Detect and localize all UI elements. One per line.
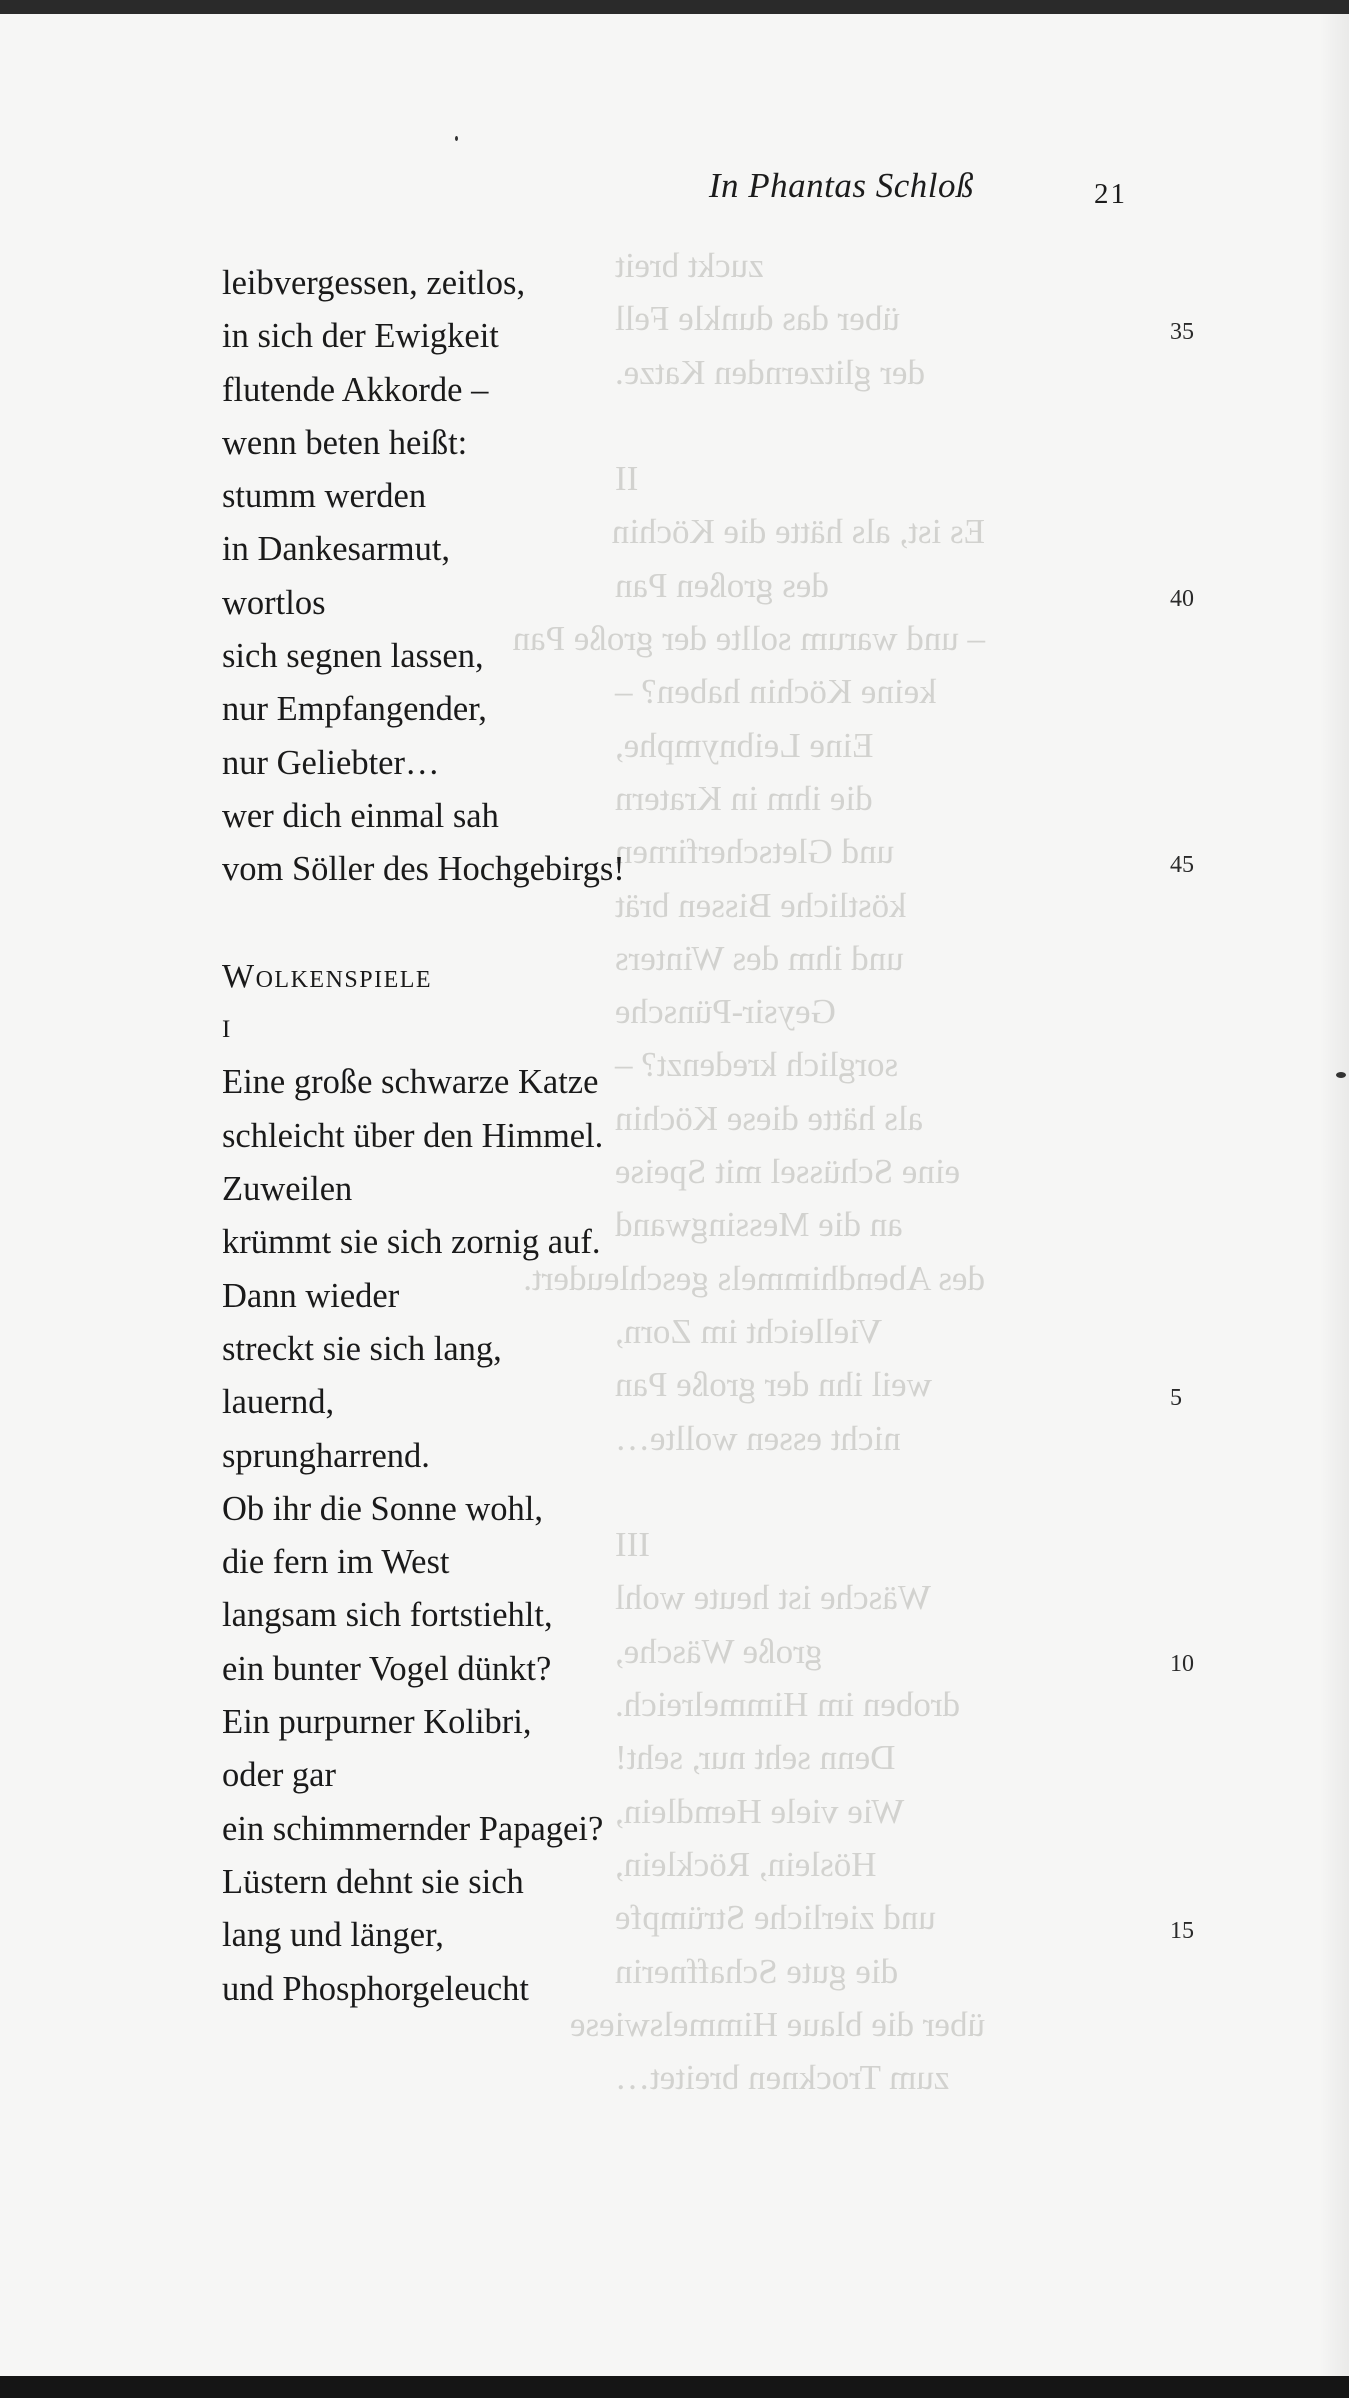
- poem-line: wortlos: [222, 583, 326, 622]
- bleed-line: III: [615, 1525, 650, 1565]
- bleed-line: die gute Schaffnerin: [615, 1951, 899, 1991]
- poem-line: Ob ihr die Sonne wohl,: [222, 1489, 544, 1528]
- line-number: 10: [1170, 1651, 1194, 1677]
- bleed-line: Wie viele Hemdlein,: [615, 1791, 905, 1831]
- poem-line: ein bunter Vogel dünkt?: [222, 1649, 552, 1688]
- page-number: 21: [1094, 178, 1127, 210]
- poem-line: leibvergessen, zeitlos,: [222, 264, 526, 302]
- bleed-line: über die blaue Himmelswiese: [569, 2004, 985, 2044]
- poem-line: nur Empfangender,: [222, 690, 487, 729]
- bleed-line: des großen Pan: [615, 565, 829, 605]
- bleed-line: und zierliche Strümpfe: [615, 1898, 936, 1938]
- bleed-line: über das dunkle Fell: [615, 299, 900, 339]
- bleed-line: sorglich kredenzt? –: [615, 1045, 899, 1085]
- poem-line: nur Geliebter…: [222, 743, 440, 782]
- poem-line: flutende Akkorde –: [222, 370, 489, 409]
- stanza-gap: [222, 897, 782, 950]
- bleed-line: große Wäsche,: [615, 1631, 823, 1671]
- poem-line: in Dankesarmut,: [222, 530, 451, 569]
- bleed-line: als hätte diese Köchin: [615, 1098, 924, 1138]
- scan-fleck: [1336, 1072, 1346, 1078]
- line-number: 35: [1170, 319, 1194, 345]
- poem-line: oder gar: [222, 1756, 336, 1795]
- bleed-line: und Gletscherfirnen: [615, 832, 894, 872]
- bleed-line: eine Schüssel mit Speise: [615, 1152, 961, 1192]
- bleed-line: die ihm in Kratern: [615, 778, 873, 818]
- poem-line: lang und länger,: [222, 1916, 444, 1955]
- bleed-line: Geysir-Pünsche: [615, 992, 836, 1032]
- running-head: In Phantas Schloß: [708, 166, 974, 205]
- line-number: 40: [1170, 586, 1194, 612]
- poem-title: Wolkenspiele: [222, 957, 433, 995]
- bleed-line: – und warum sollte der große Pan: [512, 619, 985, 659]
- poem-line: Zuweilen: [222, 1170, 353, 1209]
- bleed-line: II: [615, 459, 639, 499]
- bleed-line: droben im Himmelreich.: [615, 1685, 961, 1725]
- poem-line: Dann wieder: [222, 1276, 400, 1315]
- poem-line: Ein purpurner Kolibri,: [222, 1703, 532, 1742]
- poem-line: vom Söller des Hochgebirgs!: [222, 850, 625, 889]
- poem-line: sprungharrend.: [222, 1436, 430, 1475]
- bleed-line: Denn seht nur, seht!: [615, 1738, 896, 1778]
- section-number: I: [222, 1016, 231, 1044]
- bleed-line: und ihm des Winters: [615, 938, 904, 978]
- poem-line: lauernd,: [222, 1383, 335, 1422]
- line-number: 15: [1170, 1918, 1194, 1944]
- bleed-line: köstliche Bissen brät: [615, 885, 907, 925]
- line-number: 5: [1170, 1385, 1182, 1411]
- poem-line: und Phosphorgeleucht: [222, 1969, 529, 2008]
- line-number: 45: [1170, 852, 1194, 878]
- poem-line: schleicht über den Himmel.: [222, 1116, 604, 1155]
- poem-line: langsam sich fortstiehlt,: [222, 1596, 553, 1635]
- poem-line: krümmt sie sich zornig auf.: [222, 1223, 601, 1262]
- poem-line: stumm werden: [222, 477, 427, 516]
- poem-line: in sich der Ewigkeit: [222, 317, 499, 356]
- poem-line: sich segnen lassen,: [222, 637, 484, 676]
- scan-top-edge: [0, 0, 1349, 14]
- poem-line: Eine große schwarze Katze: [222, 1063, 599, 1102]
- bleed-line: Vielleicht im Zorn,: [615, 1311, 883, 1351]
- poem-line: wer dich einmal sah: [222, 796, 499, 835]
- bleed-line: weil ihn der große Pan: [615, 1365, 932, 1405]
- poem-body: [222, 257, 782, 2016]
- scan-bottom-edge: [0, 2376, 1349, 2398]
- bleed-line: Es ist, als hätte die Köchin: [611, 512, 985, 552]
- bleed-line: keine Köchin haben? –: [615, 672, 937, 712]
- bleed-line: Eine Leibnymphe,: [615, 725, 874, 765]
- bleed-line: der glitzernden Katze.: [615, 352, 925, 392]
- scan-fleck: [455, 136, 458, 141]
- bleed-line: Höslein, Röcklein,: [615, 1844, 877, 1884]
- bleed-line: zuckt breit: [615, 246, 764, 285]
- poem-line: Lüstern dehnt sie sich: [222, 1862, 524, 1901]
- book-page: [0, 14, 1349, 2376]
- bleed-line: des Abendhimmels geschleudert.: [523, 1258, 985, 1298]
- poem-line: die fern im West: [222, 1543, 450, 1582]
- poem-line: streckt sie sich lang,: [222, 1329, 502, 1368]
- poem-line: wenn beten heißt:: [222, 423, 468, 462]
- bleed-line: an die Messingwand: [615, 1205, 903, 1245]
- poem-line: ein schimmernder Papagei?: [222, 1809, 604, 1848]
- bleed-line: Wäsche ist heute wohl: [615, 1578, 931, 1618]
- bleed-line: nicht essen wollte…: [615, 1418, 901, 1458]
- page-shadow: [1319, 14, 1349, 2376]
- bleed-line: zum Trocknen breitet…: [615, 2058, 950, 2098]
